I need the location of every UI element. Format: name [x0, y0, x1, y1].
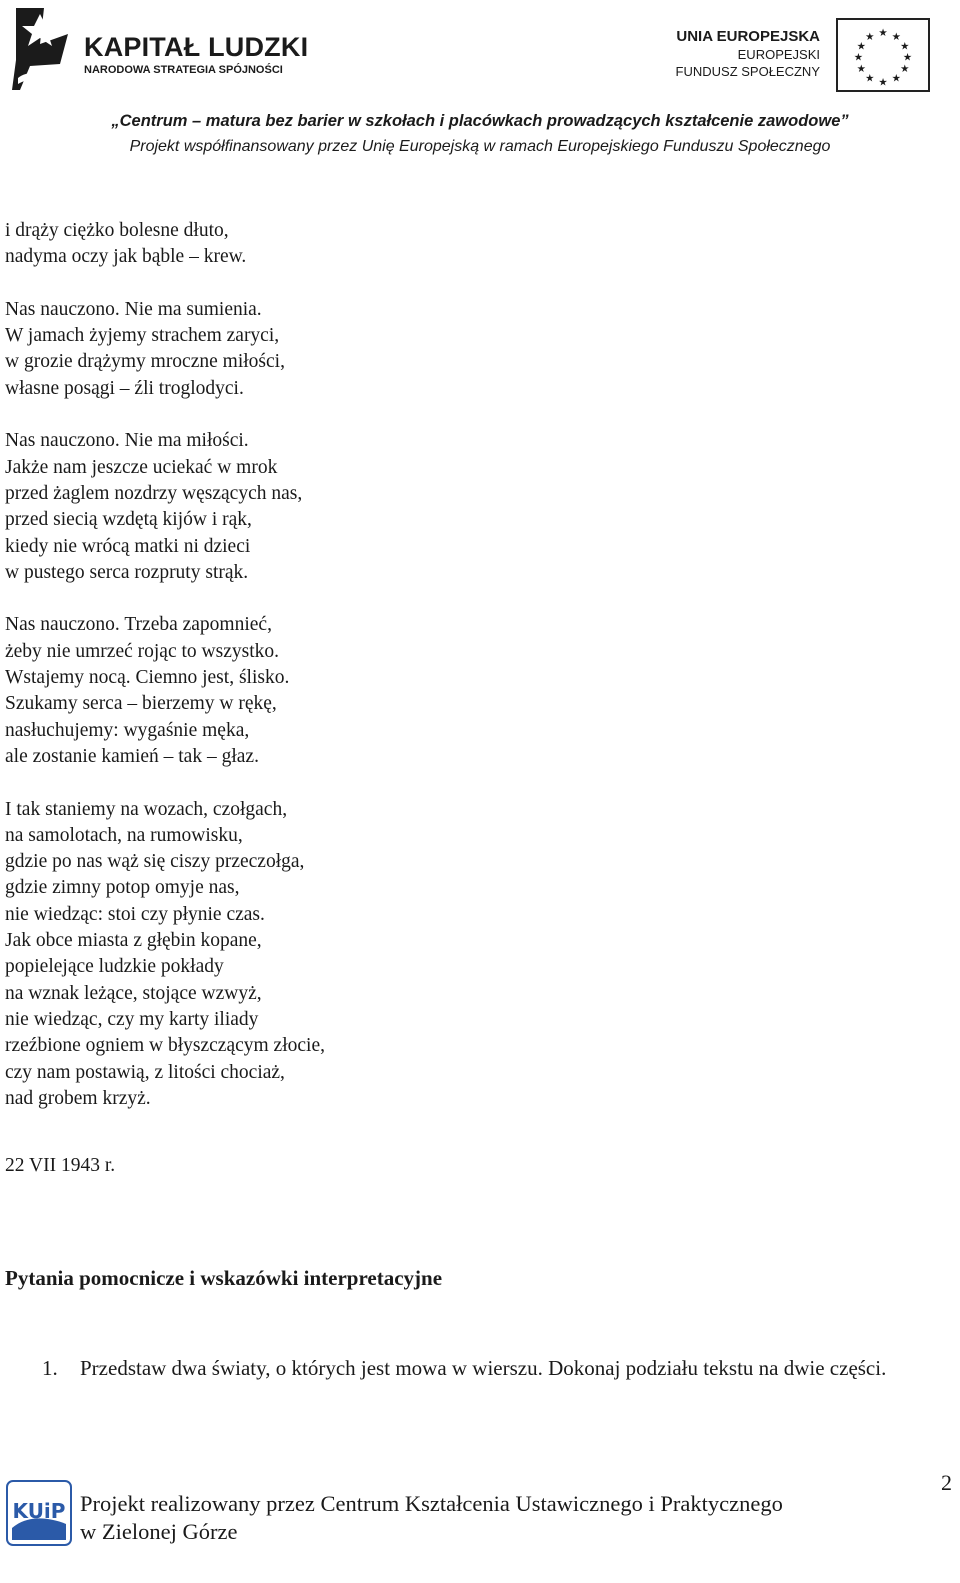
poem-line: własne posągi – źli troglodyci.	[5, 377, 244, 399]
poem-line: nadyma oczy jak bąble – krew.	[5, 246, 247, 268]
eu-line-europejski: EUROPEJSKI	[737, 47, 820, 62]
questions-list	[42, 1354, 942, 1383]
poem-line: na samolotach, na rumowisku,	[5, 824, 243, 846]
kapital-ludzki-logo	[10, 4, 320, 96]
eu-line-fundusz: FUNDUSZ SPOŁECZNY	[675, 64, 820, 79]
kuip-logo-text: KUiP	[12, 1499, 66, 1523]
poem-stanza	[5, 428, 565, 586]
project-title: „Centrum – matura bez barier w szkołach i placówkach prowadzących kształcenie zawodowe”	[111, 112, 849, 130]
kuip-logo-icon	[6, 1480, 72, 1546]
poem-line: ale zostanie kamień – tak – głaz.	[5, 745, 259, 767]
poem-line: w grozie drążymy mroczne miłości,	[5, 351, 285, 373]
eu-logo	[640, 18, 930, 94]
footer-text	[80, 1490, 783, 1546]
poem-stanza	[5, 612, 565, 770]
poem-line: popielejące ludzkie pokłady	[5, 956, 224, 978]
footer-line-1: Projekt realizowany przez Centrum Kształcenia Ustawicznego i Praktycznego	[80, 1491, 783, 1516]
eu-line-unia: UNIA EUROPEJSKA	[676, 28, 820, 45]
poem-date: 22 VII 1943 r.	[5, 1155, 116, 1176]
svg-text:★: ★	[865, 30, 875, 43]
poem-line: I tak staniemy na wozach, czołgach,	[5, 798, 288, 820]
question-number: 1.	[42, 1356, 58, 1380]
document-footer	[0, 1460, 960, 1583]
poem-line: gdzie zimny potop omyje nas,	[5, 877, 240, 899]
svg-text:★: ★	[853, 51, 864, 64]
poem-line: czy nam postawią, z litości chociaż,	[5, 1061, 285, 1083]
document-header	[0, 0, 960, 165]
svg-text:★: ★	[878, 27, 888, 40]
poem-line: na wznak leżące, stojące wzwyż,	[5, 982, 262, 1004]
poem-line: nie wiedząc: stoi czy płynie czas.	[5, 903, 265, 925]
poem-line: kiedy nie wrócą matki ni dzieci	[5, 535, 251, 557]
poem-line: Nas nauczono. Nie ma miłości.	[5, 430, 249, 452]
question-text: Przedstaw dwa światy, o których jest mowa w wierszu. Dokonaj podziału tekstu na dwie części.	[80, 1356, 887, 1380]
poem-line: gdzie po nas wąż się ciszy przeczołga,	[5, 851, 305, 873]
svg-text:★: ★	[900, 63, 910, 76]
svg-text:★: ★	[902, 51, 913, 64]
poem-line: nad grobem krzyż.	[5, 1087, 151, 1109]
svg-text:★: ★	[856, 40, 866, 53]
poem-line: przed żaglem nozdrzy węszących nas,	[5, 482, 303, 504]
kapital-ludzki-subtitle: NARODOWA STRATEGIA SPÓJNOŚCI	[84, 64, 283, 76]
poem-line: przed siecią wzdętą kijów i rąk,	[5, 509, 252, 531]
poem-line: Szukamy serca – bierzemy w rękę,	[5, 693, 277, 715]
svg-text:★: ★	[891, 72, 901, 85]
project-subtitle: Projekt współfinansowany przez Unię Europejską w ramach Europejskiego Funduszu Społecznego	[129, 138, 831, 155]
poem-line: Jakże nam jeszcze uciekać w mrok	[5, 456, 278, 478]
poem-line: i drąży ciężko bolesne dłuto,	[5, 220, 229, 241]
question-item	[42, 1354, 942, 1383]
footer-line-2: w Zielonej Górze	[80, 1519, 238, 1544]
svg-text:★: ★	[865, 72, 875, 85]
poem-body	[5, 218, 565, 1138]
svg-text:★: ★	[900, 40, 910, 53]
poem-stanza	[5, 797, 565, 1113]
eu-flag-icon	[836, 18, 930, 92]
svg-text:★: ★	[878, 76, 888, 89]
kapital-ludzki-emblem-icon	[10, 4, 74, 92]
poem-line: Wstajemy nocą. Ciemno jest, ślisko.	[5, 667, 290, 689]
poem-line: w pustego serca rozpruty strąk.	[5, 561, 249, 583]
poem-line: W jamach żyjemy strachem zaryci,	[5, 325, 280, 347]
poem-line: nasłuchujemy: wygaśnie męka,	[5, 719, 250, 741]
poem-line: Nas nauczono. Trzeba zapomnieć,	[5, 614, 272, 636]
svg-text:★: ★	[856, 63, 866, 76]
poem-line: nie wiedząc, czy my karty iliady	[5, 1008, 259, 1030]
kapital-ludzki-title: KAPITAŁ LUDZKI	[84, 32, 309, 62]
svg-text:★: ★	[891, 30, 901, 43]
poem-stanza	[5, 297, 565, 402]
page-number: 2	[941, 1470, 952, 1495]
eu-logo-text	[676, 28, 820, 80]
poem-line: Nas nauczono. Nie ma sumienia.	[5, 298, 262, 320]
poem-line: żeby nie umrzeć rojąc to wszystko.	[5, 640, 279, 662]
poem-stanza	[5, 218, 565, 271]
poem-line: Jak obce miasta z głębin kopane,	[5, 930, 262, 952]
poem-line: rzeźbione ogniem w błyszczącym złocie,	[5, 1035, 325, 1057]
section-heading: Pytania pomocnicze i wskazówki interpretacyjne	[5, 1266, 443, 1290]
